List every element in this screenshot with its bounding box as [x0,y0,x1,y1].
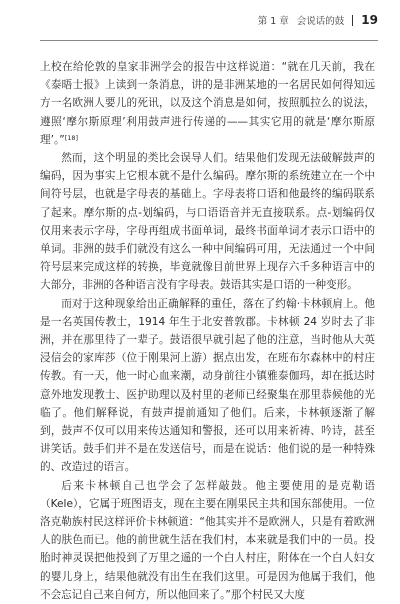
header-rule [40,40,378,41]
page-header [0,0,400,40]
paragraph-4: 后来卡林顿自己也学会了怎样敲鼓。他主要使用的是克勒语（Kele），它属于班图语支，现在主要在刚果民主共和国东部使用。一位洛克勒族村民这样评价卡林顿道：“他其实并不是欧洲人，只是有着欧洲人的肤色而已。他的前世就生活在我们村，本来就是我们中的一员。投胎时神灵误把他投到了万里之遥的一个白人村庄，附体在一个白人妇女的婴儿身上，结果他就没有出生在我们这里。可是因为他属于我们，他不会忘记自己来自何方，所以他回来了。”那个村民又大度 [40,479,375,601]
header-divider [352,15,353,26]
footnote-ref: [18] [64,133,79,142]
chapter-number: 第 1 章 [257,16,289,27]
paragraph-2: 然而，这个明显的类比会误导人们。结果他们发现无法破解鼓声的编码，因为事实上它根本就不是什么编码。摩尔斯的系统建立在一个中间符号层，也就是字母表的基础上。字母表将口语和他最终的编码联系了起来。摩尔斯的点-划编码，与口语语音并无直接联系。点-划编码仅仅用来表示字母，字母再组成书面单词，最终书面单词才表示口语中的单词。非洲的鼓手们就没有这么一种中间编码可用，无法通过一个中间符号层来完成这样的转换，毕竟就像目前世界上现存六千多种语言中的大部分，非洲的各种语言没有字母表。鼓语其实是口语的一种变形。 [40,152,375,292]
body-text [40,58,375,601]
paragraph-3: 而对于这种现象给出正确解释的重任，落在了约翰·卡林顿肩上。他是一名英国传教士，1914 年生于北安普敦郡。卡林顿 24 岁时去了非洲，并在那里待了一辈子。鼓语很早就引起了他的注意，当时他从大英浸信会的家库莎（位于刚果河上游）据点出发，在班布尔森林中的村庄传教。有一天，他一时心血来潮，动身前往小镇雅泰伽玛，却在抵达时意外地发现教士、医护助理以及村里的老师已经聚集在那里恭候他的光临了。他们解释说，有鼓声提前通知了他们。后来，卡林顿逐渐了解到，鼓声不仅可以用来传达通知和警报，还可以用来祈祷、吟诗，甚至讲笑话。鼓手们并不是在发送信号，而是在说话：他们说的是一种特殊的、改造过的语言。 [40,297,375,474]
paragraph-1: 上校在给伦敦的皇家非洲学会的报告中这样说道：“就在几天前，我在《泰晤士报》上读到一条消息，讲的是非洲某地的一名居民如何得知远方一名欧洲人要儿的死讯，以及这个消息是如何，按照胍拉么的说法，遵照‘摩尔斯原理’利用鼓声进行传递的——其实它用的就是‘摩尔斯原理’。”[18] [40,61,375,146]
page-number: 19 [361,13,378,27]
chapter-title: 会说话的鼓 [296,16,345,27]
